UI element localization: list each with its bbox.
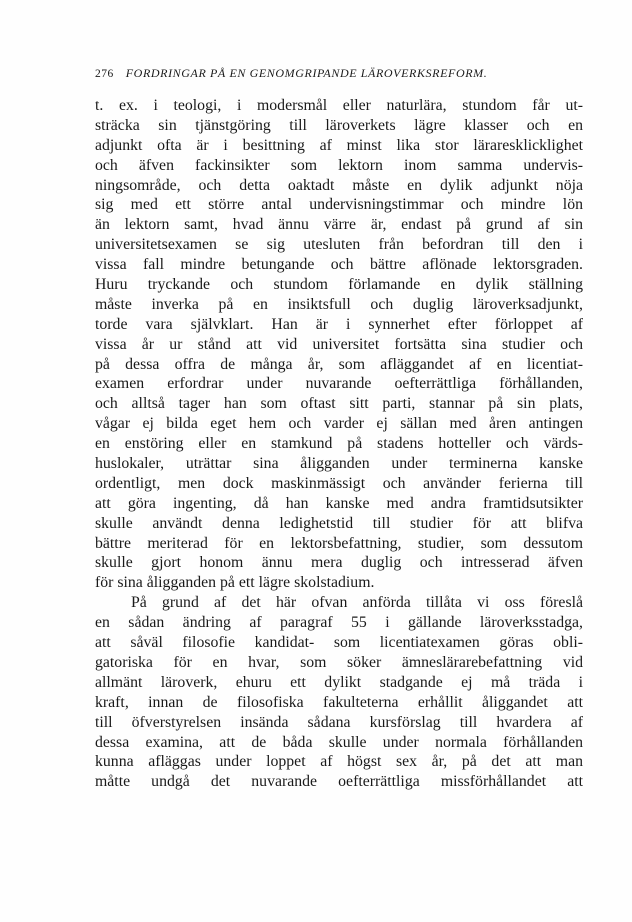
text-line: att göra ingenting, då han kanske med andra framtidsutsikter (95, 494, 583, 512)
text-line: och äfven fackinsikter som lektorn inom samma undervis- (95, 156, 583, 174)
text-line: vågar ej bilda eget hem och varder ej sällan med åren antingen (95, 415, 583, 433)
text-line: torde vara självklart. Han är i synnerhet efter förloppet af (95, 315, 583, 333)
text-line: adjunkt ofta är i besittning af minst lika stor läraresklicklighet (95, 136, 583, 154)
paragraph-1 (95, 96, 583, 593)
text-line: kunna afläggas under loppet af högst sex år, på det att man (95, 753, 583, 771)
text-line: än lektorn samt, hvad ännu värre är, endast på grund af sin (95, 216, 583, 234)
text-line: examen erfordrar under nuvarande oefterrättliga förhållanden, (95, 375, 583, 393)
text-line: och alltså tager han som oftast sitt parti, stannar på sin plats, (95, 395, 583, 413)
text-line: kraft, innan de filosofiska fakulteterna erhållit åliggandet att (95, 693, 583, 711)
text-line: måtte undgå det nuvarande oefterrättliga missförhållandet att (95, 773, 583, 791)
text-line: Huru tryckande och stundom förlamande en dylik ställning (95, 276, 583, 294)
text-line: måste inverka på en insiktsfull och duglig läroverksadjunkt, (95, 295, 583, 313)
text-line: ningsområde, och detta oaktadt måste en dylik adjunkt nöja (95, 176, 583, 194)
text-line: bättre meriterad för en lektorsbefattning, studier, som dessutom (95, 534, 583, 552)
text-line: skulle gjort honom ännu mera duglig och intresserad äfven (95, 554, 583, 572)
text-line: på dessa offra de många år, som afläggandet af en licentiat- (95, 355, 583, 373)
text-line: sträcka sin tjänstgöring till läroverkets lägre klasser och en (95, 116, 583, 134)
text-line: sig med ett större antal undervisningstimmar och mindre lön (95, 196, 583, 214)
text-line: en sådan ändring af paragraf 55 i gällande läroverksstadga, (95, 614, 583, 632)
text-line: en enstöring eller en stamkund på stadens hotteller och värds- (95, 435, 583, 453)
running-head-title: FORDRINGAR PÅ EN GENOMGRIPANDE LÄROVERKSREFORM. (125, 66, 488, 80)
text-line: allmänt läroverk, ehuru ett dylikt stadgande ej må träda i (95, 673, 583, 691)
text-line: skulle användt denna ledighetstid till studier för att blifva (95, 514, 583, 532)
text-line: dessa examina, att de båda skulle under normala förhållanden (95, 733, 583, 751)
text-line: universitetsexamen se sig utesluten från befordran till den i (95, 236, 583, 254)
text-line: huslokaler, uträttar sina åligganden under terminerna kanske (95, 455, 583, 473)
text-line: På grund af det här ofvan anförda tillåta vi oss föreslå (131, 594, 583, 612)
text-line: gatoriska för en hvar, som söker ämneslärarebefattning vid (95, 653, 583, 671)
text-line: ordentligt, men dock maskinmässigt och använder ferierna till (95, 474, 583, 492)
text-line: till öfverstyrelsen insända sådana kursförslag till hvardera af (95, 713, 583, 731)
text-line: för sina åligganden på ett lägre skolstadium. (95, 574, 375, 592)
text-line: att såväl filosofie kandidat- som licentiatexamen göras obli- (95, 634, 583, 652)
body-text (95, 96, 583, 792)
text-line: t. ex. i teologi, i modersmål eller naturlära, stundom får ut- (95, 97, 583, 114)
text-line: vissa fall mindre betungande och bättre aflönade lektorsgraden. (95, 256, 583, 274)
text-line: vissa år ur stånd att vid universitet fortsätta sina studier och (95, 335, 583, 353)
paragraph-2 (95, 593, 583, 792)
page-number: 276 (95, 68, 114, 80)
running-head (95, 66, 583, 84)
